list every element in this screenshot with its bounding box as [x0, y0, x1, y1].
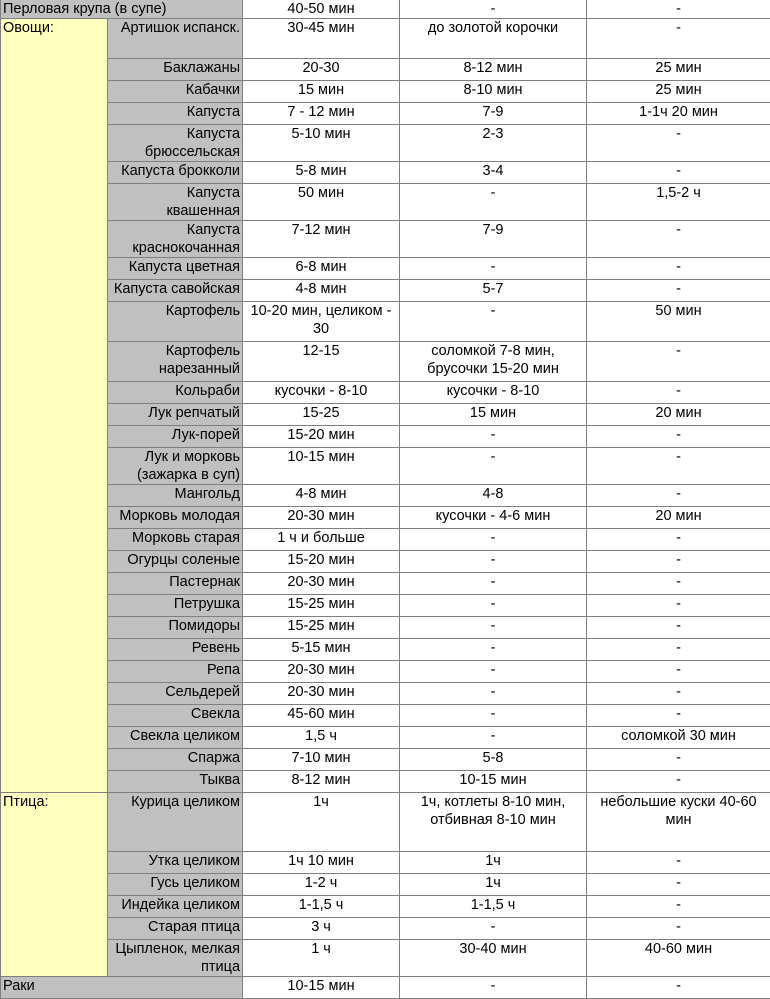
table-row [1, 771, 770, 793]
item-name-cell: Кабачки [108, 81, 243, 103]
time-value-cell: - [587, 529, 770, 551]
item-name-cell: Мангольд [108, 485, 243, 507]
time-value-cell: 1ч, котлеты 8-10 мин, отбивная 8-10 мин [400, 793, 587, 852]
category-cell: Овощи: [1, 19, 108, 793]
item-name-cell: Курица целиком [108, 793, 243, 852]
time-value-cell: - [587, 749, 770, 771]
item-name-cell: Старая птица [108, 918, 243, 940]
time-value-cell: 10-15 мин [400, 771, 587, 793]
time-value-cell: - [587, 683, 770, 705]
time-value-cell: 20-30 мин [243, 683, 400, 705]
item-name-cell: Лук репчатый [108, 404, 243, 426]
table-row [1, 639, 770, 661]
item-name-cell: Тыква [108, 771, 243, 793]
item-name-cell: Свекла [108, 705, 243, 727]
time-value-cell: - [587, 918, 770, 940]
time-value-cell: 1-1ч 20 мин [587, 103, 770, 125]
time-value-cell: 5-10 мин [243, 125, 400, 162]
item-name-cell: Петрушка [108, 595, 243, 617]
table-row [1, 918, 770, 940]
time-value-cell: - [587, 705, 770, 727]
item-name-cell: Спаржа [108, 749, 243, 771]
item-name-cell: Капуста брокколи [108, 162, 243, 184]
time-value-cell: 40-50 мин [243, 0, 400, 19]
table-row [1, 184, 770, 221]
table-row [1, 793, 770, 852]
item-name-cell: Лук-порей [108, 426, 243, 448]
table-row [1, 103, 770, 125]
time-value-cell: 3-4 [400, 162, 587, 184]
table-row [1, 874, 770, 896]
time-value-cell: кусочки - 8-10 [243, 382, 400, 404]
time-value-cell: - [587, 874, 770, 896]
time-value-cell: - [587, 852, 770, 874]
item-name-cell: Морковь молодая [108, 507, 243, 529]
time-value-cell: - [400, 302, 587, 342]
time-value-cell: 45-60 мин [243, 705, 400, 727]
time-value-cell: 5-15 мин [243, 639, 400, 661]
table-row [1, 617, 770, 639]
time-value-cell: 1ч [400, 874, 587, 896]
item-name-cell: Баклажаны [108, 59, 243, 81]
time-value-cell: 15-20 мин [243, 426, 400, 448]
time-value-cell: 7-10 мин [243, 749, 400, 771]
time-value-cell: - [400, 617, 587, 639]
item-name-cell: Свекла целиком [108, 727, 243, 749]
table-row [1, 852, 770, 874]
time-value-cell: 4-8 [400, 485, 587, 507]
item-name-cell: Капуста цветная [108, 258, 243, 280]
time-value-cell: - [400, 426, 587, 448]
time-value-cell: 20 мин [587, 404, 770, 426]
time-value-cell: - [400, 448, 587, 485]
table-row [1, 448, 770, 485]
time-value-cell: - [587, 573, 770, 595]
table-row [1, 749, 770, 771]
time-value-cell: 8-10 мин [400, 81, 587, 103]
table-row [1, 382, 770, 404]
time-value-cell: 4-8 мин [243, 485, 400, 507]
time-value-cell: 15 мин [400, 404, 587, 426]
table-row [1, 896, 770, 918]
time-value-cell: 8-12 мин [243, 771, 400, 793]
time-value-cell: 50 мин [587, 302, 770, 342]
item-name-cell: Помидоры [108, 617, 243, 639]
item-name-cell: Капуста савойская [108, 280, 243, 302]
time-value-cell: 1,5 ч [243, 727, 400, 749]
time-value-cell: 10-20 мин, целиком - 30 [243, 302, 400, 342]
time-value-cell: 30-45 мин [243, 19, 400, 59]
time-value-cell: 4-8 мин [243, 280, 400, 302]
time-value-cell: 7 - 12 мин [243, 103, 400, 125]
time-value-cell: 3 ч [243, 918, 400, 940]
time-value-cell: - [587, 382, 770, 404]
time-value-cell: 1ч 10 мин [243, 852, 400, 874]
item-name-cell: Картофель нарезанный [108, 342, 243, 382]
time-value-cell: - [400, 184, 587, 221]
item-name-cell: Ревень [108, 639, 243, 661]
time-value-cell: 25 мин [587, 59, 770, 81]
table-row [1, 551, 770, 573]
item-name-cell: Капуста краснокочанная [108, 221, 243, 258]
time-value-cell: - [587, 426, 770, 448]
time-value-cell: небольшие куски 40-60 мин [587, 793, 770, 852]
time-value-cell: - [400, 551, 587, 573]
time-value-cell: соломкой 30 мин [587, 727, 770, 749]
table-row [1, 162, 770, 184]
table-row [1, 661, 770, 683]
time-value-cell: - [587, 162, 770, 184]
time-value-cell: 1-1,5 ч [400, 896, 587, 918]
item-name-cell: Пастернак [108, 573, 243, 595]
table-row [1, 507, 770, 529]
time-value-cell: 5-7 [400, 280, 587, 302]
time-value-cell: - [587, 0, 770, 19]
time-value-cell: 1-2 ч [243, 874, 400, 896]
table-row [1, 280, 770, 302]
time-value-cell: 20 мин [587, 507, 770, 529]
item-name-cell: Кольраби [108, 382, 243, 404]
time-value-cell: - [587, 595, 770, 617]
time-value-cell: - [587, 661, 770, 683]
time-value-cell: - [400, 639, 587, 661]
time-value-cell: 40-60 мин [587, 940, 770, 977]
time-value-cell: - [400, 661, 587, 683]
time-value-cell: 1 ч [243, 940, 400, 977]
time-value-cell: - [400, 918, 587, 940]
item-name-cell: Огурцы соленые [108, 551, 243, 573]
table-row [1, 485, 770, 507]
time-value-cell: кусочки - 4-6 мин [400, 507, 587, 529]
time-value-cell: кусочки - 8-10 [400, 382, 587, 404]
table-row [1, 705, 770, 727]
item-name-cell: Утка целиком [108, 852, 243, 874]
item-name-cell: Индейка целиком [108, 896, 243, 918]
table-row [1, 940, 770, 977]
time-value-cell: соломкой 7-8 мин, брусочки 15-20 мин [400, 342, 587, 382]
table-row [1, 342, 770, 382]
time-value-cell: 30-40 мин [400, 940, 587, 977]
time-value-cell: 5-8 мин [243, 162, 400, 184]
category-cell: Птица: [1, 793, 108, 977]
item-name-cell: Капуста квашенная [108, 184, 243, 221]
item-name-cell: Сельдерей [108, 683, 243, 705]
time-value-cell: 10-15 мин [243, 448, 400, 485]
time-value-cell: 25 мин [587, 81, 770, 103]
time-value-cell: 7-12 мин [243, 221, 400, 258]
table-row [1, 258, 770, 280]
time-value-cell: 1ч [400, 852, 587, 874]
time-value-cell: - [587, 258, 770, 280]
table-row [1, 404, 770, 426]
time-value-cell: 7-9 [400, 221, 587, 258]
time-value-cell: 1,5-2 ч [587, 184, 770, 221]
table-row [1, 59, 770, 81]
item-name-cell: Репа [108, 661, 243, 683]
time-value-cell: 20-30 мин [243, 507, 400, 529]
table-row [1, 19, 770, 59]
time-value-cell: 1-1,5 ч [243, 896, 400, 918]
time-value-cell: 15-25 [243, 404, 400, 426]
item-name-cell: Капуста [108, 103, 243, 125]
time-value-cell: - [587, 639, 770, 661]
time-value-cell: 1 ч и больше [243, 529, 400, 551]
time-value-cell: - [587, 221, 770, 258]
table-row [1, 125, 770, 162]
time-value-cell: 20-30 мин [243, 661, 400, 683]
time-value-cell: - [587, 771, 770, 793]
time-value-cell: - [587, 280, 770, 302]
item-name-cell: Картофель [108, 302, 243, 342]
time-value-cell: - [587, 448, 770, 485]
time-value-cell: 8-12 мин [400, 59, 587, 81]
table-row [1, 595, 770, 617]
time-value-cell: - [400, 573, 587, 595]
time-value-cell: 15-25 мин [243, 595, 400, 617]
time-value-cell: - [400, 683, 587, 705]
table-row [1, 529, 770, 551]
item-name-cell: Цыпленок, мелкая птица [108, 940, 243, 977]
category-cell: Перловая крупа (в супе) [1, 0, 243, 19]
time-value-cell: до золотой корочки [400, 19, 587, 59]
time-value-cell: - [400, 705, 587, 727]
time-value-cell: - [587, 19, 770, 59]
item-name-cell: Артишок испанск. [108, 19, 243, 59]
item-name-cell: Гусь целиком [108, 874, 243, 896]
time-value-cell: - [400, 529, 587, 551]
time-value-cell: 2-3 [400, 125, 587, 162]
table-body [1, 0, 770, 999]
time-value-cell: - [400, 977, 587, 999]
time-value-cell: - [587, 617, 770, 639]
time-value-cell: 5-8 [400, 749, 587, 771]
time-value-cell: - [400, 595, 587, 617]
table-row [1, 302, 770, 342]
time-value-cell: - [400, 727, 587, 749]
table-row [1, 977, 770, 999]
table-row [1, 81, 770, 103]
table-row [1, 683, 770, 705]
time-value-cell: - [587, 485, 770, 507]
time-value-cell: - [587, 125, 770, 162]
table-row [1, 573, 770, 595]
time-value-cell: - [400, 258, 587, 280]
time-value-cell: 1ч [243, 793, 400, 852]
table-row [1, 0, 770, 19]
category-cell: Раки [1, 977, 243, 999]
time-value-cell: 15-25 мин [243, 617, 400, 639]
item-name-cell: Капуста брюссельская [108, 125, 243, 162]
time-value-cell: 20-30 мин [243, 573, 400, 595]
time-value-cell: 10-15 мин [243, 977, 400, 999]
time-value-cell: 50 мин [243, 184, 400, 221]
table-row [1, 727, 770, 749]
table-row [1, 426, 770, 448]
time-value-cell: 15-20 мин [243, 551, 400, 573]
item-name-cell: Лук и морковь (зажарка в суп) [108, 448, 243, 485]
time-value-cell: - [587, 896, 770, 918]
time-value-cell: - [587, 977, 770, 999]
item-name-cell: Морковь старая [108, 529, 243, 551]
time-value-cell: - [587, 342, 770, 382]
time-value-cell: - [400, 0, 587, 19]
time-value-cell: 6-8 мин [243, 258, 400, 280]
table-row [1, 221, 770, 258]
time-value-cell: 15 мин [243, 81, 400, 103]
time-value-cell: - [587, 551, 770, 573]
time-value-cell: 20-30 [243, 59, 400, 81]
time-value-cell: 7-9 [400, 103, 587, 125]
time-value-cell: 12-15 [243, 342, 400, 382]
